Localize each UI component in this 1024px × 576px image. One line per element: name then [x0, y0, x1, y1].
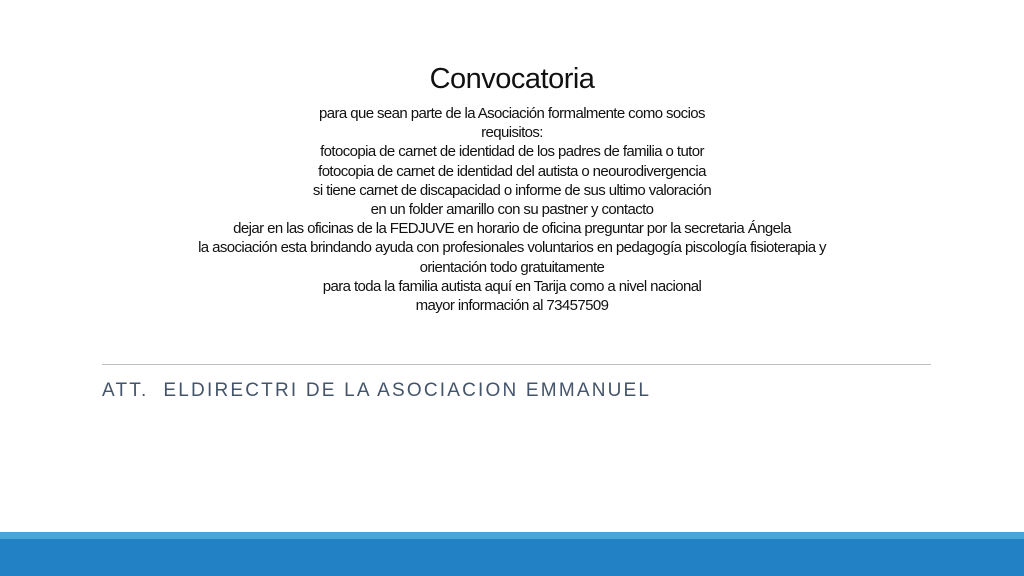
body-line: la asociación esta brindando ayuda con profesionales voluntarios en pedagogía piscología fisioterapia y [198, 239, 826, 257]
slide-subtitle: ATT. ELDIRECTRI DE LA ASOCIACION EMMANUEL [102, 380, 652, 401]
body-line: requisitos: [481, 124, 543, 142]
divider-line [102, 364, 931, 365]
body-line: para toda la familia autista aquí en Tarija como a nivel nacional [322, 277, 702, 295]
body-line: orientación todo gratuitamente [419, 258, 605, 276]
body-line: mayor información al 73457509 [415, 297, 609, 315]
body-line: fotocopia de carnet de identidad del autista o neourodivergencia [318, 162, 706, 180]
body-line: fotocopia de carnet de identidad de los padres de familia o tutor [320, 143, 704, 161]
body-line: para que sean parte de la Asociación formalmente como socios [319, 105, 705, 122]
slide-title: Convocatoria [429, 63, 595, 95]
body-line: en un folder amarillo con su pastner y contacto [370, 201, 654, 219]
body-line: dejar en las oficinas de la FEDJUVE en horario de oficina preguntar por la secretaria Ángela [233, 220, 791, 238]
slide-body [60, 104, 964, 315]
footer-band [0, 539, 1024, 576]
body-line: si tiene carnet de discapacidad o informe de sus ultimo valoración [312, 181, 712, 199]
footer-accent-band [0, 532, 1024, 539]
